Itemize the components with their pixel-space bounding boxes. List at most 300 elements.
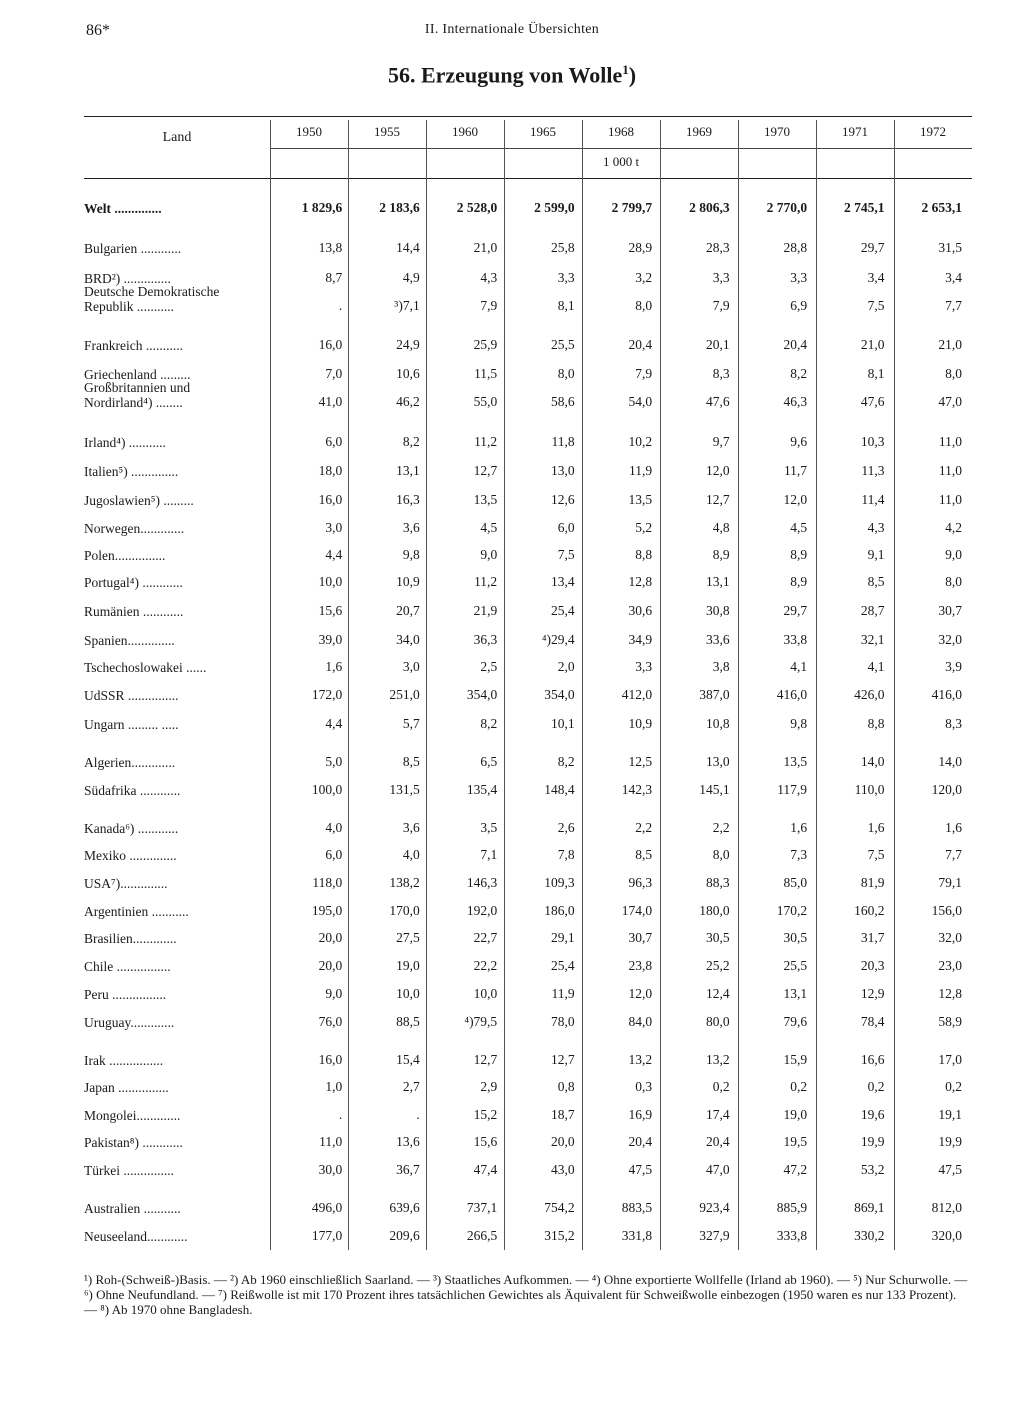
row-value: 266,5 [466,1228,498,1243]
row-value: 11,9 [551,986,575,1001]
table-row [84,782,972,798]
row-land: Welt .............. [84,201,162,216]
row-land: Argentinien ........... [84,904,189,919]
table-row [84,754,972,770]
row-value: 1,6 [945,820,962,835]
row-value: 315,2 [544,1228,575,1243]
row-value: 6,5 [480,754,498,769]
table-title [0,62,1024,88]
row-value: ⁴)79,5 [464,1014,498,1029]
table-row [84,875,972,891]
row-value: 11,0 [938,434,962,449]
row-value: 5,7 [402,716,420,731]
row-value: 33,6 [705,632,730,647]
row-value: 10,8 [705,716,730,731]
row-value: 19,9 [860,1134,885,1149]
row-value: 21,0 [938,337,962,352]
table-row [84,716,972,732]
page-number: 86* [86,22,110,39]
row-value: 1,6 [867,820,885,835]
row-value: 11,0 [938,463,962,478]
row-value: 9,6 [790,434,808,449]
row-value: 13,1 [783,986,808,1001]
row-value: 47,6 [705,394,730,409]
row-value: 78,4 [860,1014,885,1029]
row-value: 16,6 [860,1052,885,1067]
row-value: 177,0 [311,1228,343,1243]
row-value: 10,9 [628,716,653,731]
table-row [84,603,972,619]
row-value: ⁴)29,4 [541,632,575,647]
row-value: 496,0 [311,1200,343,1215]
table-row [84,986,972,1002]
table-rule-unit [270,148,972,149]
row-value: . [338,298,343,313]
row-value: 47,6 [860,394,885,409]
row-value: 3,3 [557,270,575,285]
row-value: 29,7 [783,603,808,618]
row-value: . [338,1107,343,1122]
row-value: 3,3 [790,270,808,285]
row-value: 80,0 [705,1014,730,1029]
row-value: 81,9 [860,875,885,890]
row-value: 117,9 [777,782,808,797]
row-value: 146,3 [466,875,498,890]
row-value: 4,1 [867,659,885,674]
row-value: 14,4 [396,240,420,255]
row-value: 25,8 [551,240,575,255]
row-value: 110,0 [854,782,885,797]
row-value: 27,5 [396,930,420,945]
row-value: 11,7 [783,463,808,478]
row-value: 11,4 [861,492,885,507]
row-value: 12,7 [473,463,498,478]
row-value: 14,0 [938,754,962,769]
row-value: 192,0 [466,903,498,918]
row-value: 29,7 [860,240,885,255]
row-value: 15,2 [473,1107,498,1122]
row-value: 25,2 [705,958,730,973]
row-value: 0,2 [945,1079,962,1094]
row-value: 923,4 [699,1200,730,1215]
header-unit: 1 000 t [602,154,640,169]
row-value: 3,0 [402,659,420,674]
row-value: 8,8 [867,716,885,731]
row-value: 6,0 [325,847,343,862]
row-value: 195,0 [311,903,343,918]
row-value: 13,5 [628,492,653,507]
row-value: 145,1 [699,782,730,797]
row-value: 883,5 [621,1200,653,1215]
row-value: 4,3 [480,270,498,285]
row-value: 11,3 [861,463,885,478]
row-value: 3,8 [712,659,730,674]
row-value: 209,6 [389,1228,420,1243]
row-value: 10,6 [396,366,420,381]
row-value: 131,5 [389,782,420,797]
row-value: 8,2 [790,366,808,381]
row-value: 12,7 [473,1052,498,1067]
row-value: 88,5 [396,1014,420,1029]
row-value: 84,0 [628,1014,653,1029]
row-value: 2,0 [557,659,575,674]
row-value: 15,6 [473,1134,498,1149]
row-value: 6,9 [790,298,808,313]
row-value: 32,1 [860,632,885,647]
row-value: 13,8 [318,240,343,255]
row-value: 20,0 [318,958,343,973]
row-value: 3,6 [402,820,420,835]
row-value: 2 806,3 [689,200,730,215]
row-value: 426,0 [854,687,885,702]
row-land: Japan ............... [84,1080,169,1095]
row-value: 28,3 [705,240,730,255]
row-value: 11,2 [474,434,498,449]
row-land: Tschechoslowakei ...... [84,660,207,675]
row-value: 21,9 [473,603,498,618]
row-value: 4,5 [790,520,808,535]
row-value: 6,0 [557,520,575,535]
header-years [270,124,972,140]
row-land: Brasilien............. [84,931,177,946]
row-value: 8,2 [402,434,420,449]
row-value: 0,2 [867,1079,885,1094]
row-value: 8,7 [325,270,343,285]
row-value: 19,5 [783,1134,808,1149]
row-value: 34,9 [628,632,653,647]
row-value: 39,0 [318,632,343,647]
row-land: Pakistan⁸) ............ [84,1135,183,1150]
row-value: 416,0 [931,687,962,702]
row-value: 3,4 [945,270,962,285]
row-land: Rumänien ............ [84,604,184,619]
row-value: 20,4 [628,337,653,352]
row-value: 19,9 [938,1134,962,1149]
row-value: 10,1 [551,716,575,731]
row-value: 180,0 [699,903,730,918]
table-rule-top [84,116,972,117]
row-value: 8,5 [402,754,420,769]
row-value: 0,2 [790,1079,808,1094]
row-value: 3,2 [635,270,653,285]
row-land: Irland⁴) ........... [84,435,166,450]
row-value: 20,4 [705,1134,730,1149]
row-value: 8,2 [480,716,498,731]
row-value: 4,0 [325,820,343,835]
row-land: Kanada⁶) ............ [84,821,179,836]
table-row [84,434,972,450]
row-value: 12,9 [860,986,885,1001]
row-value: 29,1 [551,930,575,945]
row-value: 43,0 [551,1162,575,1177]
row-value: 9,8 [402,547,420,562]
row-value: 12,8 [628,574,653,589]
row-value: 2,6 [557,820,575,835]
row-value: 32,0 [938,930,962,945]
row-value: 23,8 [628,958,653,973]
row-value: 25,9 [473,337,498,352]
row-value: 354,0 [466,687,498,702]
row-value: 156,0 [931,903,962,918]
row-value: 11,5 [474,366,498,381]
row-value: 23,0 [938,958,962,973]
row-value: 36,7 [396,1162,420,1177]
row-value: 6,0 [325,434,343,449]
table-row [84,574,972,590]
row-value: 12,4 [705,986,730,1001]
row-land: Großbritannien und Nordirland⁴) ........ [84,380,191,410]
row-land: UdSSR ............... [84,688,179,703]
row-value: 7,1 [480,847,498,862]
row-value: 7,9 [635,366,653,381]
row-value: 22,7 [473,930,498,945]
row-value: 20,7 [396,603,420,618]
table-row [84,659,972,675]
row-value: 47,4 [473,1162,498,1177]
row-value: 19,1 [938,1107,962,1122]
table-row [84,632,972,648]
row-value: 1,6 [790,820,808,835]
row-value: 36,3 [473,632,498,647]
row-value: 170,2 [776,903,808,918]
row-value: 639,6 [389,1200,420,1215]
row-value: 3,3 [712,270,730,285]
row-value: 5,2 [635,520,653,535]
row-value: 85,0 [783,875,808,890]
row-value: 170,0 [389,903,420,918]
row-value: 13,1 [705,574,730,589]
row-value: 4,3 [867,520,885,535]
row-value: 412,0 [621,687,653,702]
header-year: 1970 [764,124,790,139]
row-value: 30,7 [628,930,653,945]
row-value: 24,9 [396,337,420,352]
row-value: 7,5 [867,298,885,313]
row-value: 754,2 [544,1200,575,1215]
table-row [84,1052,972,1068]
row-value: 2,9 [480,1079,498,1094]
row-value: 19,6 [860,1107,885,1122]
row-land: Griechenland ......... [84,367,191,382]
row-value: 25,4 [551,603,575,618]
row-land: Südafrika ............ [84,783,181,798]
row-value: 2 653,1 [921,200,962,215]
row-value: 20,0 [551,1134,575,1149]
header-year: 1960 [452,124,478,139]
row-land: Bulgarien ............ [84,241,182,256]
row-value: 19,0 [396,958,420,973]
row-value: 11,0 [938,492,962,507]
row-value: 8,3 [945,716,962,731]
row-value: 3,6 [402,520,420,535]
row-value: 416,0 [776,687,808,702]
row-land: Türkei ............... [84,1163,174,1178]
row-value: 100,0 [311,782,343,797]
row-value: 9,8 [790,716,808,731]
row-value: 135,4 [466,782,498,797]
row-value: 47,5 [628,1162,653,1177]
row-value: 47,0 [705,1162,730,1177]
row-land: Norwegen............. [84,521,185,536]
row-value: 76,0 [318,1014,343,1029]
header-year: 1971 [842,124,868,139]
row-value: . [416,1107,420,1122]
row-value: 4,2 [945,520,962,535]
row-value: 7,8 [557,847,575,862]
running-head: II. Internationale Übersichten [424,22,600,37]
row-value: 8,1 [867,366,885,381]
row-value: 15,4 [396,1052,420,1067]
row-land: Neuseeland............ [84,1229,188,1244]
table-row [84,903,972,919]
row-value: 16,0 [318,337,343,352]
row-land: BRD²) .............. [84,271,171,286]
row-land: Portugal⁴) ............ [84,575,183,590]
row-value: 8,5 [867,574,885,589]
row-value: 10,0 [396,986,420,1001]
row-value: 7,5 [867,847,885,862]
row-value: 2 799,7 [611,200,653,215]
row-value: 25,5 [551,337,575,352]
row-land: Spanien.............. [84,633,175,648]
row-value: 9,0 [325,986,343,1001]
row-value: 17,0 [938,1052,962,1067]
row-value: 8,9 [790,574,808,589]
row-value: 12,8 [938,986,962,1001]
row-value: 4,0 [402,847,420,862]
row-value: 33,8 [783,632,808,647]
row-value: 13,2 [705,1052,730,1067]
row-value: 16,3 [396,492,420,507]
row-value: 7,5 [557,547,575,562]
row-value: 32,0 [938,632,962,647]
row-value: 331,8 [621,1228,653,1243]
row-value: 354,0 [544,687,575,702]
row-value: 12,0 [783,492,808,507]
row-value: 9,1 [867,547,885,562]
table-row [84,1162,972,1178]
row-value: 118,0 [312,875,343,890]
table-row [84,1134,972,1150]
row-value: 12,7 [551,1052,575,1067]
row-value: 148,4 [544,782,575,797]
row-value: 2,7 [402,1079,420,1094]
table-row [84,1079,972,1095]
row-value: 18,7 [551,1107,575,1122]
row-value: 12,6 [551,492,575,507]
row-value: 1 829,6 [301,200,343,215]
row-value: 387,0 [699,687,730,702]
table-row [84,240,972,256]
row-value: 172,0 [311,687,343,702]
row-land: Australien ........... [84,1201,181,1216]
row-value: 2 528,0 [456,200,498,215]
row-value: 330,2 [854,1228,885,1243]
row-value: ³)7,1 [394,298,420,313]
row-value: 3,4 [867,270,885,285]
table-row [84,520,972,536]
row-value: 1,6 [325,659,343,674]
row-value: 8,2 [557,754,575,769]
row-value: 7,0 [325,366,343,381]
row-value: 8,0 [945,366,962,381]
row-value: 13,6 [396,1134,420,1149]
footnotes: ¹) Roh-(Schweiß-)Basis. — ²) Ab 1960 einschließlich Saarland. — ³) Staatliches Aufkommen. — ⁴) Ohne exportierte Wollfelle (Irland ab 1960). — ⁵) Nur Schurwolle. — ⁶) Ohne Neufundland. — ⁷) Reißwolle ist mit 170 Prozent ihres tatsächlichen Gewichtes als Äquivalent für Schweißwolle einbezogen (1950 waren es nur 133 Prozent). — ⁸) Ab 1970 ohne Bangladesh. [84,1272,968,1317]
row-value: 8,9 [790,547,808,562]
table-row [84,687,972,703]
row-land: Mongolei............. [84,1108,181,1123]
title-text: 56. Erzeugung von Wolle [387,62,623,88]
row-value: 2 745,1 [844,200,885,215]
row-value: 4,1 [790,659,808,674]
row-value: 4,5 [480,520,498,535]
row-value: 9,0 [945,547,962,562]
header-land: Land [162,130,192,145]
row-value: 30,5 [783,930,808,945]
row-value: 10,3 [860,434,885,449]
row-value: 41,0 [318,394,343,409]
table-row [84,284,972,314]
row-land: Deutsche Demokratische Republik ........... [84,284,220,314]
row-value: 0,3 [635,1079,653,1094]
row-value: 14,0 [860,754,885,769]
table-row [84,847,972,863]
row-value: 13,5 [783,754,808,769]
row-land: Mexiko .............. [84,848,177,863]
header-year: 1968 [608,124,634,139]
header-year: 1950 [296,124,322,139]
row-value: 13,0 [551,463,575,478]
row-value: 2 183,6 [379,200,420,215]
row-value: 47,5 [938,1162,962,1177]
table-row [84,958,972,974]
row-value: 15,6 [318,603,343,618]
row-value: 46,2 [396,394,420,409]
row-value: 8,0 [712,847,730,862]
row-value: 10,2 [628,434,653,449]
row-value: 9,0 [480,547,498,562]
row-value: 8,8 [635,547,653,562]
row-value: 15,9 [783,1052,808,1067]
row-value: 28,7 [860,603,885,618]
row-value: 1,0 [325,1079,343,1094]
row-value: 30,8 [705,603,730,618]
header-year: 1965 [530,124,556,139]
row-value: 3,0 [325,520,343,535]
row-value: 13,2 [628,1052,653,1067]
row-value: 7,9 [480,298,498,313]
row-value: 31,7 [860,930,885,945]
row-value: 18,0 [318,463,343,478]
row-value: 8,1 [557,298,575,313]
table-row [84,1014,972,1030]
row-value: 20,1 [705,337,730,352]
row-value: 11,0 [319,1134,343,1149]
row-value: 120,0 [931,782,962,797]
row-value: 10,0 [318,574,343,589]
row-value: 5,0 [325,754,343,769]
row-value: 11,9 [629,463,653,478]
row-value: 25,4 [551,958,575,973]
row-value: 30,6 [628,603,653,618]
row-value: 8,0 [945,574,962,589]
row-value: 4,4 [325,547,343,562]
row-value: 58,9 [938,1014,962,1029]
row-value: 11,8 [551,434,575,449]
table-row [84,380,972,410]
table-row [84,930,972,946]
table-row [84,1228,972,1244]
